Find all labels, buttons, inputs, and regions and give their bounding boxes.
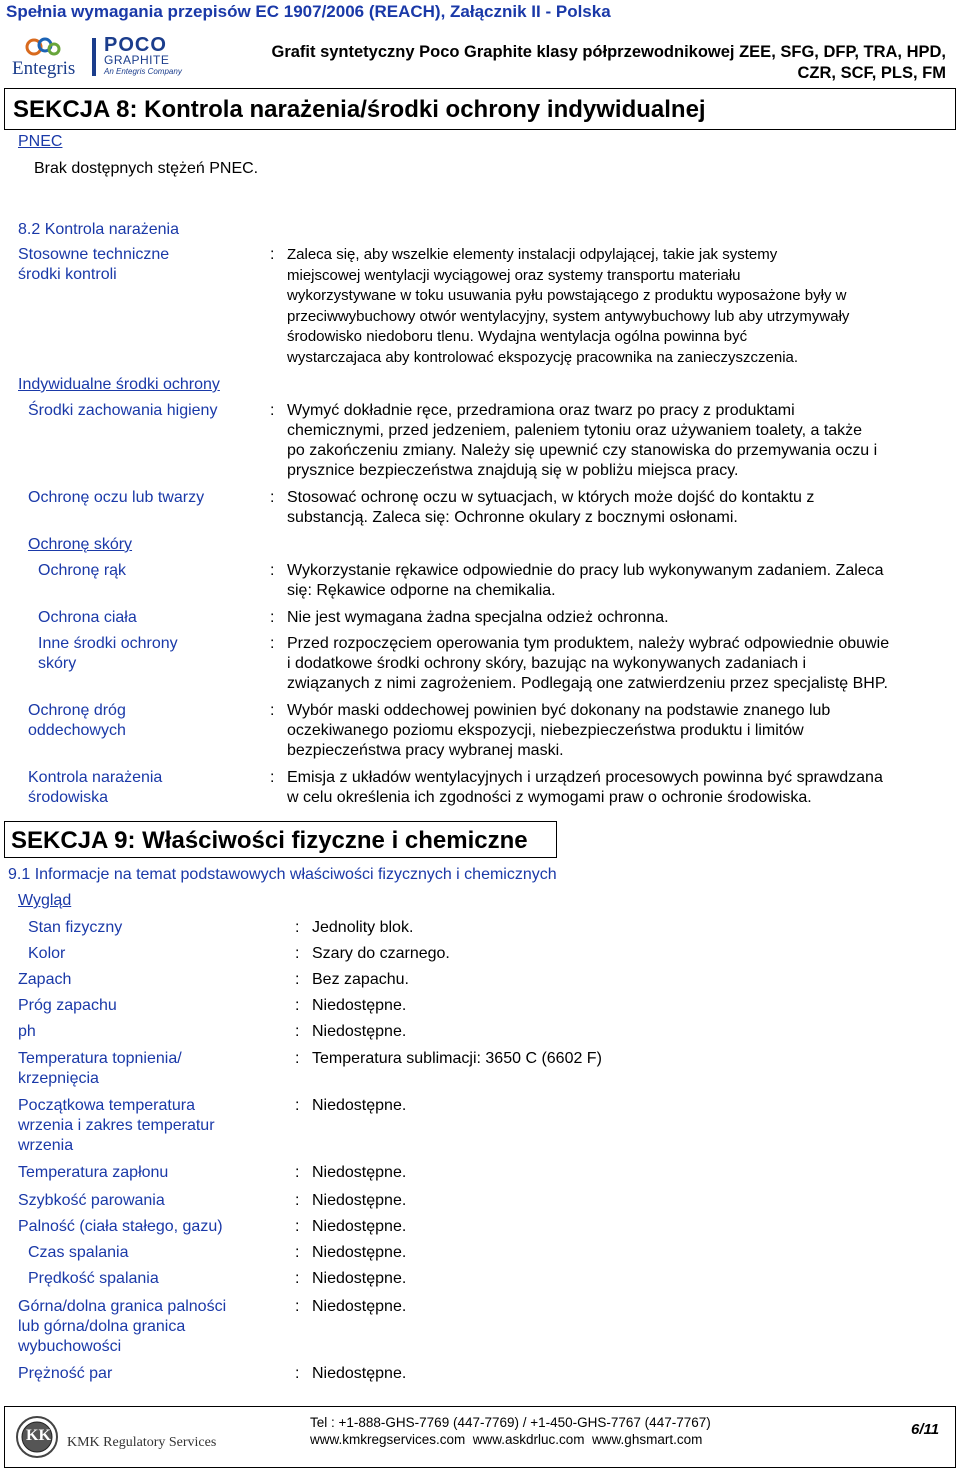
burning-time-value: Niedostępne.: [312, 1244, 407, 1261]
footer-phones: Tel : +1-888-GHS-7769 (447-7769) / +1-450-GHS-7767 (447-7767): [310, 1415, 711, 1430]
tech-controls-label-line2: środki kontroli: [18, 266, 117, 283]
text-line: prysznice bezpieczeństwa znajdują się w pobliżu miejsca pracy.: [287, 462, 739, 479]
explosive-limits-label: [18, 1297, 226, 1357]
label-line: wybuchowości: [18, 1338, 122, 1355]
ph-label: ph: [18, 1023, 36, 1040]
explosive-limits-value: Niedostępne.: [312, 1298, 407, 1315]
ppe-label: Indywidualne środki ochrony: [18, 376, 220, 393]
flammability-label: Palność (ciała stałego, gazu): [18, 1218, 223, 1235]
melting-point-label: [18, 1049, 182, 1089]
label-line: Temperatura topnienia/: [18, 1050, 182, 1067]
physical-state-label: Stan fizyczny: [28, 919, 123, 936]
label-line: oddechowych: [28, 722, 126, 739]
odor-threshold-label: Próg zapachu: [18, 997, 117, 1014]
flash-point-value: Niedostępne.: [312, 1164, 407, 1181]
evaporation-rate-label: Szybkość parowania: [18, 1192, 165, 1209]
label-line: wrzenia i zakres temperatur: [18, 1117, 215, 1134]
text-line: Stosować ochronę oczu w sytuacjach, w których może dojść do kontaktu z: [287, 489, 815, 506]
melting-point-value: Temperatura sublimacji: 3650 C (6602 F): [312, 1050, 602, 1067]
colon: :: [295, 1050, 300, 1067]
physical-properties-subheading: 9.1 Informacje na temat podstawowych właściwości fizycznych i chemicznych: [8, 866, 557, 883]
colon: :: [270, 635, 275, 652]
label-line: Kontrola narażenia: [28, 769, 163, 786]
tech-controls-label: [18, 245, 169, 285]
label-line: Początkowa temperatura: [18, 1097, 195, 1114]
text-line: wystarczajaca aby kontrolować ekspozycję pracownika na zanieczyszczenia.: [287, 348, 799, 366]
text-line: przeciwwybuchowy otwór wentylacyjny, system antywybuchowy lub aby utrzymywały: [287, 307, 850, 325]
colon: :: [270, 702, 275, 719]
text-line: związanych z nimi zagrożeniem. Podlegają one zatwierdzeniu przez specjalistę BHP.: [287, 675, 888, 692]
text-line: w celu określenia ich zgodności z wymogami praw o ochronie środowiska.: [287, 789, 812, 806]
label-line: lub górna/dolna granica: [18, 1318, 186, 1335]
hygiene-text: [287, 401, 957, 481]
respiratory-protection-text: [287, 701, 957, 761]
label-line: środowiska: [28, 789, 109, 806]
section-8-heading-box: [4, 88, 956, 130]
vapor-pressure-label: Prężność par: [18, 1365, 113, 1382]
label-line: krzepnięcia: [18, 1070, 99, 1087]
kmk-logo-initials: KK: [26, 1427, 51, 1444]
text-line: się: Rękawice odporne na chemikalia.: [287, 582, 556, 599]
colon: :: [295, 1244, 300, 1261]
eye-protection-text: [287, 488, 957, 528]
hand-protection-text: [287, 561, 957, 601]
other-skin-protection-label: [38, 634, 178, 674]
odor-value: Bez zapachu.: [312, 971, 409, 988]
page-number: 6/11: [911, 1421, 940, 1438]
entegris-logo: [12, 36, 80, 80]
respiratory-protection-label: [28, 701, 126, 741]
ph-value: Niedostępne.: [312, 1023, 407, 1040]
environmental-exposure-label: [28, 768, 162, 808]
entegris-wordmark: Entegris: [12, 58, 76, 79]
product-title: [228, 42, 946, 84]
colon: :: [295, 945, 300, 962]
section-8-heading: SEKCJA 8: Kontrola narażenia/środki ochrony indywidualnej: [13, 96, 706, 123]
colon: :: [295, 1298, 300, 1315]
colon: :: [295, 1097, 300, 1114]
label-line: wrzenia: [18, 1137, 74, 1154]
regulation-banner: Spełnia wymagania przepisów EC 1907/2006 (REACH), Załącznik II - Polska: [6, 2, 611, 21]
colon: :: [270, 402, 275, 419]
flammability-value: Niedostępne.: [312, 1218, 407, 1235]
footer: [4, 1406, 956, 1468]
color-value: Szary do czarnego.: [312, 945, 450, 962]
text-line: bezpieczeństwa pracy wybranej maski.: [287, 742, 564, 759]
burning-rate-label: Prędkość spalania: [28, 1270, 159, 1287]
exposure-control-subheading: 8.2 Kontrola narażenia: [18, 221, 179, 238]
poco-logo: [92, 36, 192, 80]
vapor-pressure-value: Niedostępne.: [312, 1365, 407, 1382]
text-line: po zakończeniu zmiany. Należy się upewnić czy stanowiska do przemywania oczu i: [287, 442, 878, 459]
text-line: wykorzystywane w toku usuwania pyłu powstającego z produktu wyposażone były w: [287, 287, 847, 304]
other-skin-protection-text: [287, 634, 957, 694]
hand-protection-label: Ochronę rąk: [38, 562, 127, 579]
text-line: Przed rozpoczęciem operowania tym produktem, należy wybrać odpowiednie obuwie: [287, 635, 890, 652]
colon: :: [295, 919, 300, 936]
product-title-line2: CZR, SCF, PLS, FM: [797, 64, 946, 82]
section-9-heading-box: [4, 821, 557, 858]
label-line: Inne środki ochrony: [38, 635, 178, 652]
boiling-point-label: [18, 1096, 215, 1156]
colon: :: [270, 769, 275, 786]
colon: :: [295, 1023, 300, 1040]
evaporation-rate-value: Niedostępne.: [312, 1192, 407, 1209]
text-line: i dodatkowe środki ochrony skóry, bazując na wykonywanych zadaniach i: [287, 655, 807, 672]
label-line: Górna/dolna granica palności: [18, 1298, 227, 1315]
text-line: Wybór maski oddechowej powinien być dokonany na podstawie znanego lub: [287, 702, 831, 719]
section-9-heading: SEKCJA 9: Właściwości fizyczne i chemiczne: [11, 827, 528, 854]
footer-websites: www.kmkregservices.com www.askdrluc.com www.ghsmart.com: [310, 1432, 703, 1447]
pnec-text: Brak dostępnych stężeń PNEC.: [34, 160, 259, 177]
poco-tagline: An Entegris Company: [104, 67, 182, 76]
pnec-label: PNEC: [18, 133, 63, 150]
colon: :: [295, 997, 300, 1014]
kmk-wordmark: KMK Regulatory Services: [67, 1435, 217, 1450]
text-line: Zaleca się, aby wszelkie elementy instalacji odpylającej, takie jak systemy: [287, 246, 778, 263]
colon: :: [295, 971, 300, 988]
body-protection-label: Ochrona ciała: [38, 609, 137, 626]
tech-controls-label-line1: Stosowne techniczne: [18, 246, 170, 263]
text-line: Wymyć dokładnie ręce, przedramiona oraz twarz po pracy z produktami: [287, 402, 795, 419]
burning-rate-value: Niedostępne.: [312, 1270, 407, 1287]
colon: :: [295, 1164, 300, 1181]
text-line: chemicznymi, przed jedzeniem, paleniem tytoniu oraz używaniem toalety, a także: [287, 422, 863, 439]
flash-point-label: Temperatura zapłonu: [18, 1164, 169, 1181]
colon: :: [295, 1192, 300, 1209]
text-line: oczekiwanego poziomu ekspozycji, niebezpieczeństwa produktu i limitów: [287, 722, 804, 739]
environmental-exposure-text: [287, 768, 957, 808]
kmk-logo: [13, 1414, 233, 1460]
colon: :: [295, 1365, 300, 1382]
text-line: Emisja z układów wentylacyjnych i urządzeń procesowych powinna być sprawdzana: [287, 769, 883, 786]
color-label: Kolor: [28, 945, 66, 962]
eye-protection-label: Ochronę oczu lub twarzy: [28, 489, 205, 506]
poco-graphite-wordmark: GRAPHITE: [104, 53, 170, 67]
hygiene-label: Środki zachowania higieny: [28, 402, 218, 419]
body-protection-text: Nie jest wymagana żadna specjalna odzież ochronna.: [287, 609, 669, 626]
text-line: substancją. Zaleca się: Ochronne okulary z bocznymi osłonami.: [287, 509, 738, 526]
colon: :: [295, 1270, 300, 1287]
odor-threshold-value: Niedostępne.: [312, 997, 407, 1014]
colon: :: [270, 609, 275, 626]
poco-logo-bar: [92, 38, 96, 76]
colon: :: [270, 246, 275, 263]
text-line: środowisko niedoboru tlenu. Wydajna wentylacja ogólna powinna być: [287, 328, 748, 345]
appearance-label: Wygląd: [18, 892, 72, 909]
colon: :: [270, 562, 275, 579]
colon: :: [295, 1218, 300, 1235]
text-line: miejscowej wentylacji wyciągowej oraz systemy transportu materiału: [287, 266, 741, 284]
label-line: skóry: [38, 655, 77, 672]
skin-protection-label: Ochronę skóry: [28, 536, 133, 553]
tech-controls-text: [287, 245, 957, 368]
colon: :: [270, 489, 275, 506]
boiling-point-value: Niedostępne.: [312, 1097, 407, 1114]
poco-wordmark: POCO: [104, 34, 167, 56]
odor-label: Zapach: [18, 971, 72, 988]
burning-time-label: Czas spalania: [28, 1244, 129, 1261]
product-title-line1: Grafit syntetyczny Poco Graphite klasy półprzewodnikowej ZEE, SFG, DFP, TRA, HPD,: [271, 43, 946, 61]
physical-state-value: Jednolity blok.: [312, 919, 414, 936]
text-line: Wykorzystanie rękawice odpowiednie do pracy lub wykonywanym zadaniem. Zaleca: [287, 562, 884, 579]
label-line: Ochronę dróg: [28, 702, 126, 719]
